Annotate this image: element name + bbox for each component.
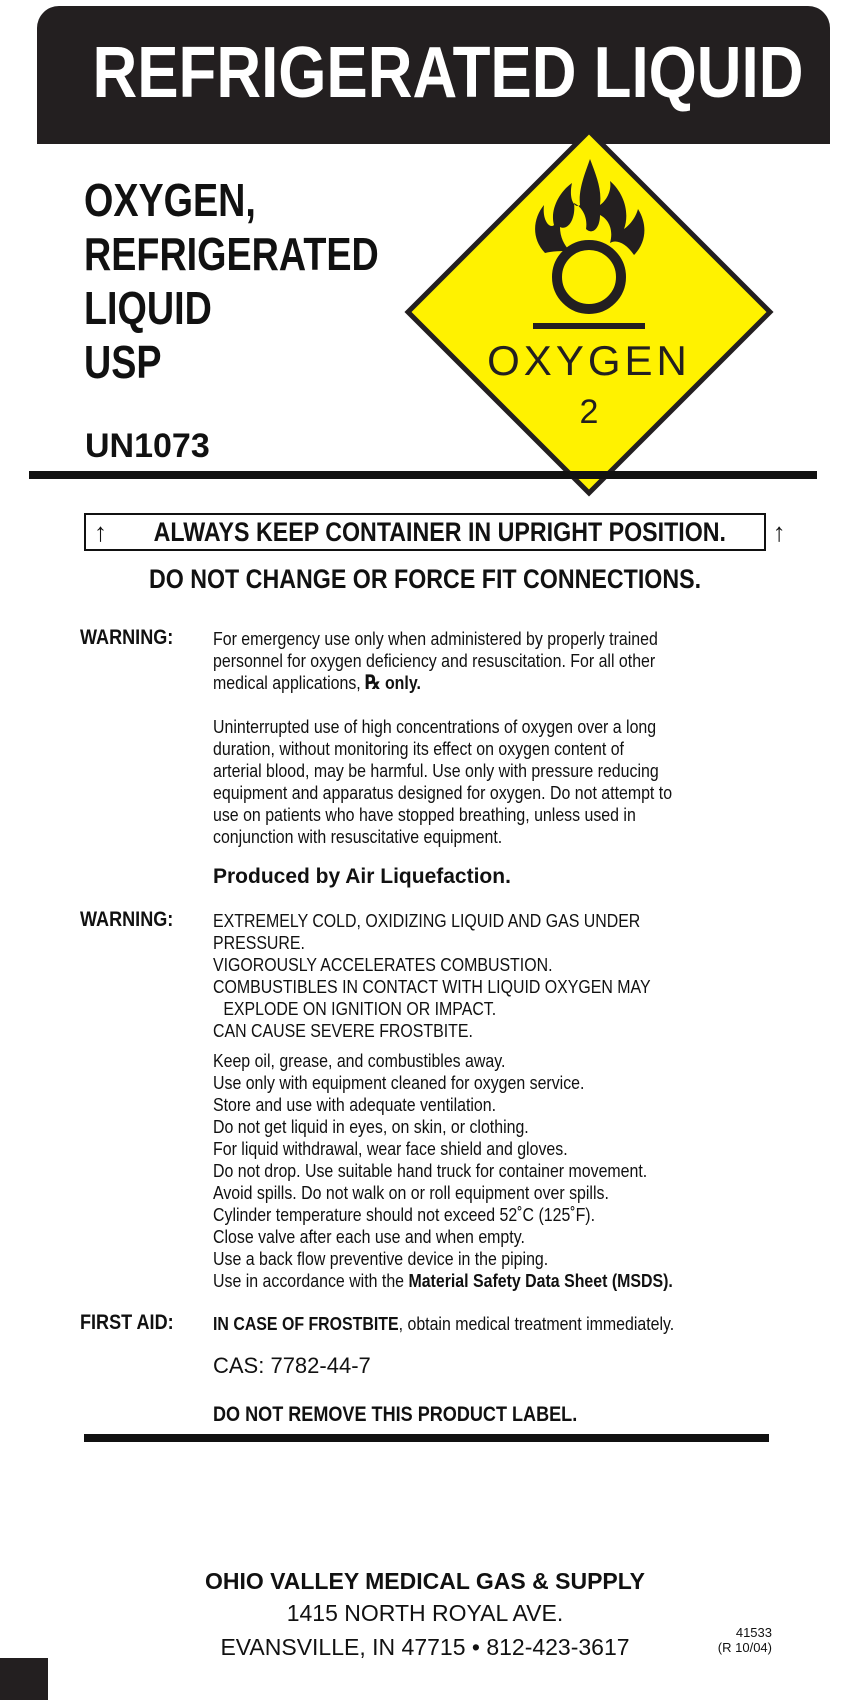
produced-by: Produced by Air Liquefaction. (213, 865, 511, 888)
text-line: Keep oil, grease, and combustibles away. (213, 1050, 506, 1071)
text-line: equipment and apparatus designed for oxygen. Do not attempt to (213, 782, 673, 803)
label-code (692, 1625, 772, 1655)
text-line: Uninterrupted use of high concentrations of oxygen over a long (213, 716, 657, 737)
first-aid-text (213, 1313, 763, 1335)
product-name-line: REFRIGERATED (84, 228, 379, 280)
frostbite-heading: IN CASE OF FROSTBITE (213, 1313, 399, 1334)
hazard-diamond (402, 125, 776, 499)
up-arrow-icon: ↑ (94, 517, 107, 547)
text-line: COMBUSTIBLES IN CONTACT WITH LIQUID OXYGEN MAY (213, 976, 651, 997)
rx-only-text: only. (384, 672, 421, 693)
registration-mark (0, 1658, 48, 1700)
divider-top (29, 471, 817, 479)
company-name: OHIO VALLEY MEDICAL GAS & SUPPLY (204, 1568, 646, 1594)
hazard-label: OXYGEN (487, 337, 691, 384)
rx-icon: ℞ (365, 672, 381, 694)
text-line: arterial blood, may be harmful. Use only with pressure reducing (213, 760, 659, 781)
text-line: conjunction with resuscitative equipment. (213, 826, 503, 847)
connections-text: DO NOT CHANGE OR FORCE FIT CONNECTIONS. (148, 564, 702, 594)
company-city-phone: EVANSVILLE, IN 47715 • 812-423-3617 (220, 1634, 630, 1660)
upright-notice (84, 513, 786, 551)
connections-notice (0, 562, 850, 596)
text-fragment: Use in accordance with the (213, 1270, 409, 1291)
text-fragment: , obtain medical treatment immediately. (398, 1313, 675, 1334)
warning-monitoring-text (213, 716, 763, 848)
banner-title: REFRIGERATED LIQUID (92, 33, 804, 113)
hazard-class-number: 2 (579, 393, 599, 431)
text-line: For emergency use only when administered by properly trained (213, 628, 658, 649)
text-line: Use a back flow preventive device in the piping. (213, 1248, 549, 1269)
text-fragment: medical applications, (213, 672, 366, 693)
warning-label: WARNING: (80, 626, 174, 649)
upright-text: ALWAYS KEEP CONTAINER IN UPRIGHT POSITION. (153, 517, 727, 547)
label-number: 41533 (735, 1625, 772, 1640)
first-aid-label: FIRST AID: (80, 1311, 174, 1334)
product-name-line: OXYGEN, (84, 174, 256, 226)
warning-emergency-text (213, 628, 763, 694)
text-line: Do not drop. Use suitable hand truck for container movement. (213, 1160, 648, 1181)
msds-reference: Material Safety Data Sheet (MSDS). (408, 1270, 673, 1291)
do-not-remove-notice: DO NOT REMOVE THIS PRODUCT LABEL. (213, 1403, 578, 1426)
text-line (213, 1313, 763, 1335)
text-line: For liquid withdrawal, wear face shield and gloves. (213, 1138, 568, 1159)
divider-bottom (84, 1434, 769, 1442)
text-line: EXPLODE ON IGNITION OR IMPACT. (223, 998, 497, 1019)
text-line (213, 672, 763, 694)
product-name (84, 173, 379, 389)
hazard-statements (213, 910, 763, 1042)
label-revision: (R 10/04) (717, 1640, 772, 1655)
up-arrow-icon: ↑ (772, 517, 786, 547)
text-line: duration, without monitoring its effect on oxygen content of (213, 738, 624, 759)
un-number: UN1073 (85, 427, 210, 465)
text-line: PRESSURE. (213, 932, 305, 953)
product-name-line: USP (84, 336, 162, 388)
text-line: Avoid spills. Do not walk on or roll equipment over spills. (213, 1182, 609, 1203)
text-line: Store and use with adequate ventilation. (213, 1094, 497, 1115)
text-line: Do not get liquid in eyes, on skin, or clothing. (213, 1116, 529, 1137)
text-line: Use only with equipment cleaned for oxygen service. (213, 1072, 585, 1093)
text-line: CAN CAUSE SEVERE FROSTBITE. (213, 1020, 473, 1041)
header-banner (37, 6, 830, 144)
company-street: 1415 NORTH ROYAL AVE. (286, 1600, 564, 1626)
warning-label: WARNING: (80, 908, 174, 931)
handling-instructions (213, 1050, 763, 1292)
text-line: personnel for oxygen deficiency and resuscitation. For all other (213, 650, 656, 671)
cas-number: CAS: 7782-44-7 (213, 1353, 371, 1378)
text-line: Close valve after each use and when empty. (213, 1226, 525, 1247)
text-line: EXTREMELY COLD, OXIDIZING LIQUID AND GAS UNDER (213, 910, 641, 931)
text-line (213, 1270, 763, 1292)
text-line: use on patients who have stopped breathing, unless used in (213, 804, 636, 825)
text-line: Cylinder temperature should not exceed 52˚C (125˚F). (213, 1204, 596, 1225)
text-line: VIGOROUSLY ACCELERATES COMBUSTION. (213, 954, 553, 975)
product-name-line: LIQUID (84, 282, 212, 334)
